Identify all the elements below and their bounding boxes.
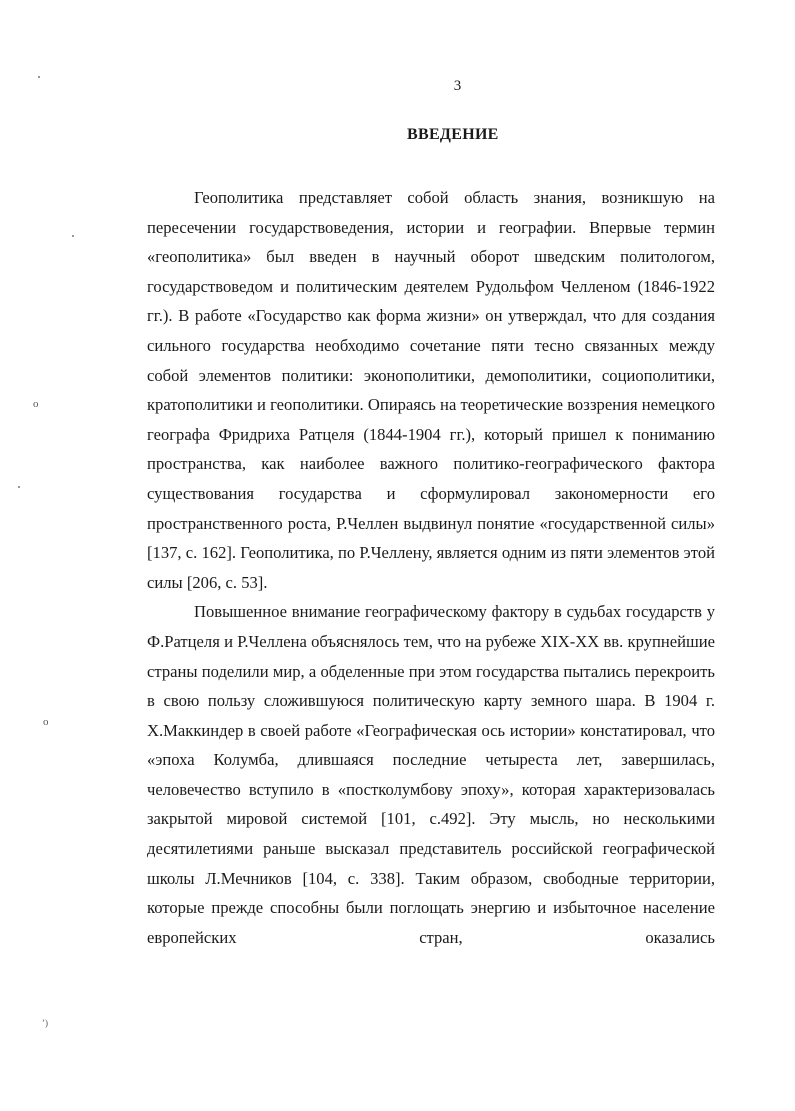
page-number: 3 <box>453 78 462 94</box>
margin-mark: o <box>43 716 49 728</box>
scan-speck <box>38 76 40 78</box>
paragraph-2: Повышенное внимание географическому фактору в судьбах государств у Ф.Ратцеля и Р.Челлена объяснялось тем, что на рубеже XIX-XX вв. крупнейшие страны поделили мир, а обделенные при этом государства пытались перекроить в свою пользу сложившуюся политическую карту земного шара. В 1904 г. Х.Маккиндер в своей работе «Географическая ось истории» констатировал, что «эпоха Колумба, длившаяся последние четыреста лет, завершилась, человечество вступило в «постколумбову эпоху», которая характеризовалась закрытой мировой системой [101, с.492]. Эту мысль, но несколькими десятилетиями раньше высказал представитель российской географической школы Л.Мечников [104, с. 338]. Таким образом, свободные территории, которые прежде способны были поглощать энергию и избыточное население европейских стран, оказались <box>147 602 715 947</box>
page-title: ВВЕДЕНИЕ <box>407 126 499 143</box>
scan-speck <box>72 235 74 237</box>
body-text <box>147 183 715 952</box>
scan-speck <box>18 486 20 488</box>
margin-mark: o <box>33 398 39 410</box>
paragraph-1: Геополитика представляет собой область знания, возникшую на пересечении государствоведения, истории и географии. Впервые термин «геополитика» был введен в научный оборот шведским политологом, государствоведом и политическим деятелем Рудольфом Челленом (1846-1922 гг.). В работе «Государство как форма жизни» он утверждал, что для создания сильного государства необходимо сочетание пяти тесно связанных между собой элементов политики: эконополитики, демополитики, социополитики, кратополитики и геополитики. Опираясь на теоретические воззрения немецкого географа Фридриха Ратцеля (1844-1904 гг.), который пришел к пониманию пространства, как наиболее важного политико-географического фактора существования государства и сформулировал закономерности его пространственного роста, Р.Челлен выдвинул понятие «государственной силы» [137, с. 162]. Геополитика, по Р.Челлену, является одним из пяти элементов этой силы [206, с. 53]. <box>147 188 715 592</box>
margin-mark: ʼ) <box>42 1018 48 1028</box>
